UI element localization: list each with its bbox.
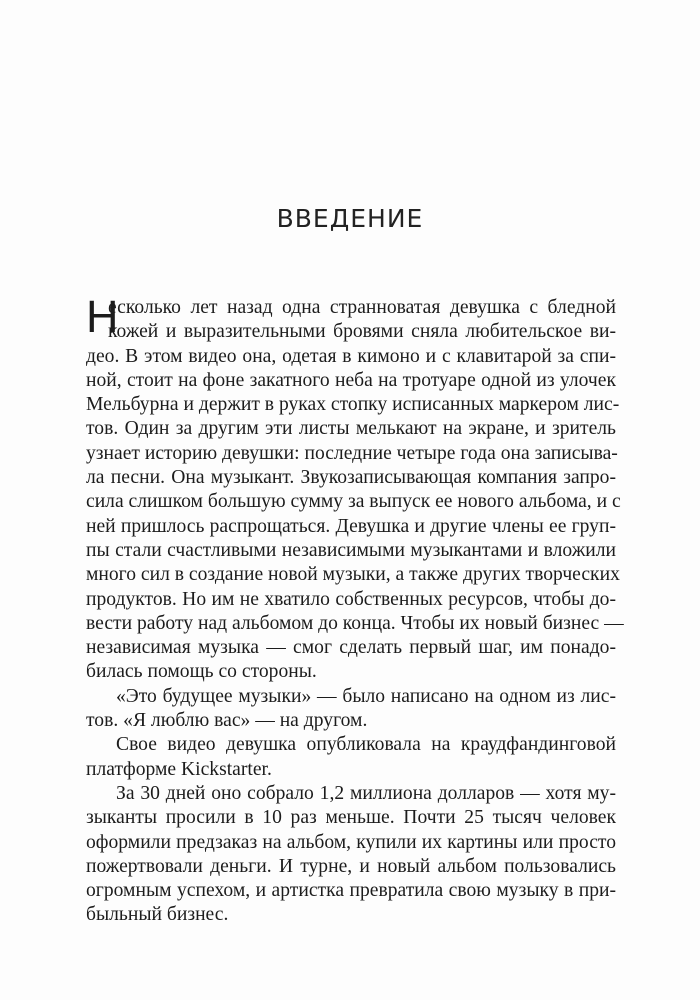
text-line: Мельбурна и держит в руках стопку исписанных маркером лис- (86, 394, 620, 416)
text-line: есколько лет назад одна странноватая девушка с бледной (108, 297, 616, 318)
body-text (86, 291, 624, 928)
text-line: пы стали счастливыми независимыми музыкантами и вложили (86, 539, 616, 561)
paragraph-1 (86, 291, 624, 685)
text-line: тов. «Я люблю вас» — на другом. (86, 710, 368, 732)
text-line: платформе Kickstarter. (86, 758, 272, 780)
text-line: кожей и выразительными бровями сняла любительское ви- (108, 321, 616, 343)
text-line: независимая музыка — смог сделать первый шаг, им понадо- (86, 637, 616, 659)
text-line: продуктов. Но им не хватило собственных ресурсов, чтобы до- (86, 588, 616, 610)
text-line: ней пришлось распрощаться. Девушка и другие члены ее груп- (86, 515, 616, 537)
text-line: узнает историю девушки: последние четыре года она записыва- (86, 442, 618, 464)
text-line: ла песни. Она музыкант. Звукозаписывающая компания запро- (86, 467, 616, 489)
text-line: огромным успехом, и артистка превратила свою музыку в при- (86, 880, 616, 902)
text-line: пожертвовали деньги. И турне, и новый альбом пользовались (86, 855, 616, 877)
text-line: За 30 дней оно собрало 1,2 миллиона долларов — хотя му- (116, 782, 616, 804)
text-line: «Это будущее музыки» — было написано на одном из лис- (116, 685, 616, 707)
text-line: оформили предзаказ на альбом, купили их картины или просто (86, 831, 616, 853)
paragraph-4 (86, 782, 616, 928)
text-line: тов. Один за другим эти листы мелькают на экране, и зритель (86, 418, 616, 440)
text-line: зыканты просили в 10 раз меньше. Почти 25 тысяч человек (86, 807, 616, 829)
paragraph-2 (86, 685, 616, 734)
text-line: део. В этом видео она, одетая в кимоно и с клавитарой за спи- (86, 345, 616, 367)
text-line: много сил в создание новой музыки, а также других творческих (86, 564, 620, 586)
chapter-title: ВВЕДЕНИЕ (276, 204, 424, 233)
text-line: вести работу над альбомом до конца. Чтобы их новый бизнес — (86, 612, 624, 634)
paragraph-3 (86, 733, 616, 782)
text-line: сила слишком большую сумму за выпуск ее нового альбома, и с (86, 491, 621, 513)
text-line: билась помощь со стороны. (86, 661, 317, 683)
drop-cap: Н (86, 291, 119, 342)
text-line: Свое видео девушка опубликовала на краудфандинговой (116, 734, 616, 756)
text-line: ной, стоит на фоне закатного неба на тротуаре одной из улочек (86, 369, 616, 391)
text-line: быльный бизнес. (86, 904, 229, 926)
